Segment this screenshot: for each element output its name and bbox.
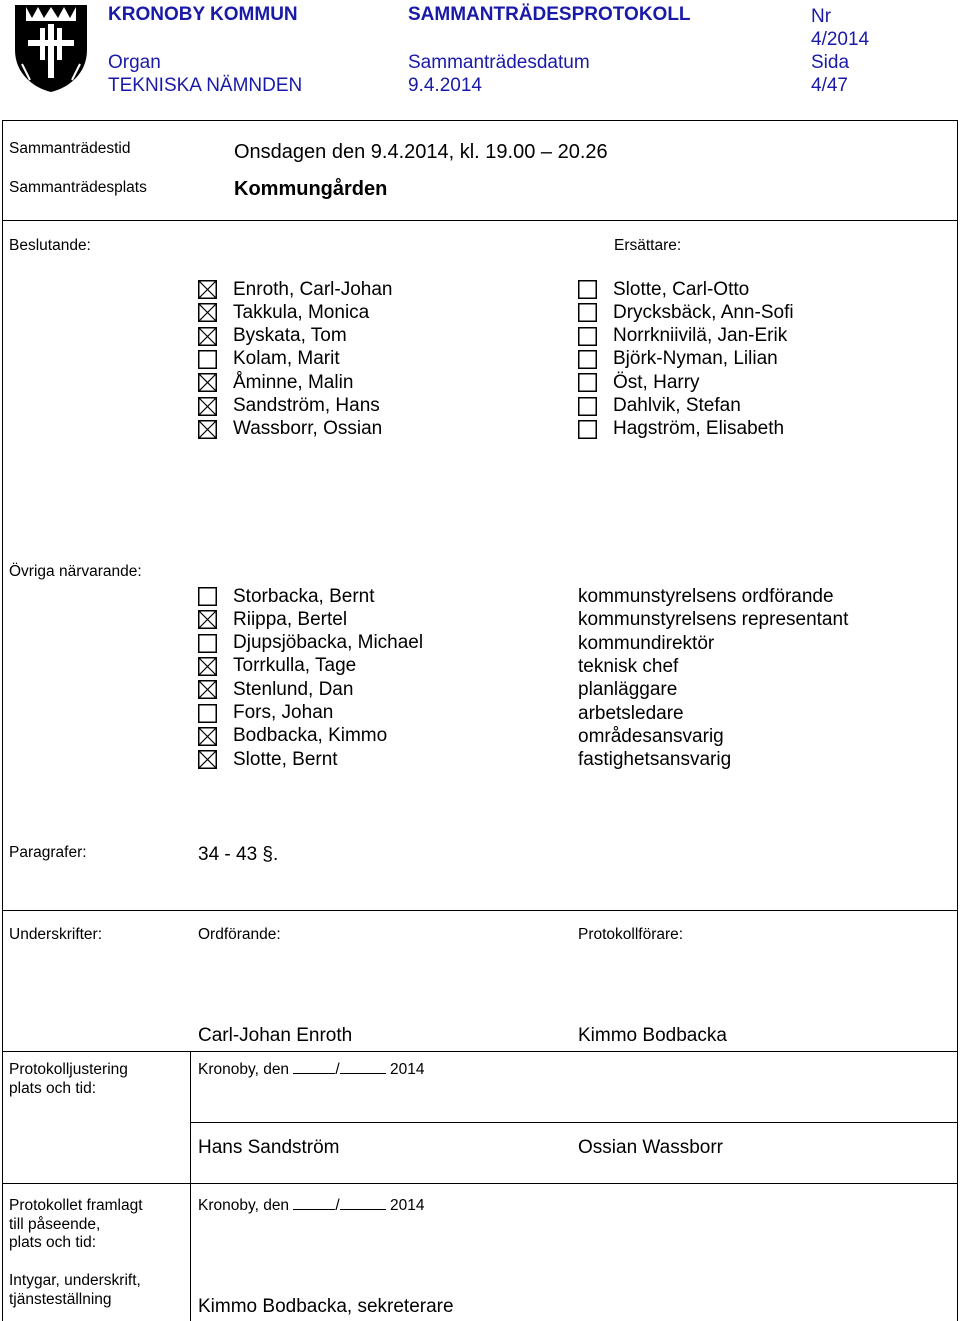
meeting-time-label: Sammanträdestid bbox=[9, 140, 131, 157]
certification-label-line2: tjänsteställning bbox=[9, 1291, 112, 1308]
posting-label-line2: till påseende, bbox=[9, 1216, 101, 1233]
checked-box-icon[interactable] bbox=[198, 610, 217, 629]
checked-box-icon[interactable] bbox=[198, 727, 217, 746]
meeting-place-value: Kommungården bbox=[234, 178, 388, 200]
attendee-row bbox=[198, 655, 356, 678]
adjustment-label-line1: Protokolljustering bbox=[9, 1061, 128, 1078]
unchecked-box-icon[interactable] bbox=[198, 634, 217, 653]
secretary-name: Kimmo Bodbacka bbox=[578, 1025, 727, 1046]
attendee-row bbox=[198, 725, 387, 748]
adjustment-place bbox=[198, 1060, 424, 1079]
substitute-row bbox=[578, 325, 787, 348]
divider-signature-col bbox=[190, 1051, 191, 1321]
frame-right bbox=[957, 120, 958, 1321]
chair-label: Ordförande: bbox=[198, 926, 281, 943]
posting-place-prefix: Kronoby, den bbox=[198, 1197, 290, 1214]
attendee-row-name: Slotte, Bernt bbox=[233, 748, 338, 770]
member-row bbox=[198, 301, 369, 324]
posting-label-line1: Protokollet framlagt bbox=[9, 1197, 143, 1214]
document-type: SAMMANTRÄDESPROTOKOLL bbox=[408, 4, 691, 25]
attendee-role: kommundirektör bbox=[578, 632, 715, 654]
substitute-row-name: Norrkniivilä, Jan-Erik bbox=[613, 325, 788, 347]
adjustment-slash: / bbox=[335, 1061, 340, 1078]
posting-year: 2014 bbox=[390, 1197, 425, 1214]
page-label: Sida bbox=[811, 52, 850, 73]
nr-label: Nr bbox=[811, 6, 832, 27]
attendee-row bbox=[198, 632, 423, 655]
substitute-row-name: Hagström, Elisabeth bbox=[613, 418, 785, 440]
adjuster-2-name: Ossian Wassborr bbox=[578, 1137, 723, 1158]
nr-value: 4/2014 bbox=[811, 29, 870, 50]
page-value: 4/47 bbox=[811, 75, 848, 96]
coat-of-arms-logo bbox=[12, 2, 90, 94]
meeting-time-value: Onsdagen den 9.4.2014, kl. 19.00 – 20.26 bbox=[234, 141, 608, 163]
member-row bbox=[198, 418, 382, 441]
checked-box-icon[interactable] bbox=[198, 303, 217, 322]
attendee-row-name: Bodbacka, Kimmo bbox=[233, 725, 388, 747]
unchecked-box-icon[interactable] bbox=[578, 420, 597, 439]
adjustment-place-prefix: Kronoby, den bbox=[198, 1061, 290, 1078]
secretary-label: Protokollförare: bbox=[578, 926, 684, 943]
substitute-row bbox=[578, 371, 700, 394]
posting-day-blank bbox=[293, 1196, 335, 1210]
certification-label-line1: Intygar, underskrift, bbox=[9, 1272, 141, 1289]
attendee-row bbox=[198, 585, 375, 608]
attendee-role: fastighetsansvarig bbox=[578, 749, 732, 771]
substitute-row bbox=[578, 418, 784, 441]
paragraphs-value: 34 - 43 §. bbox=[198, 844, 279, 865]
member-row-name: Sandström, Hans bbox=[233, 395, 380, 416]
unchecked-box-icon[interactable] bbox=[578, 327, 597, 346]
substitutes-label: Ersättare: bbox=[614, 237, 682, 254]
attendee-role: kommunstyrelsens representant bbox=[578, 609, 849, 631]
substitute-row bbox=[578, 278, 749, 301]
unchecked-box-icon[interactable] bbox=[198, 587, 217, 606]
organ-label: Organ bbox=[108, 52, 161, 73]
checked-box-icon[interactable] bbox=[198, 397, 217, 416]
substitute-row-name: Björk-Nyman, Lilian bbox=[613, 348, 778, 370]
attendee-row-name: Riippa, Bertel bbox=[233, 608, 348, 630]
divider-paragraphs bbox=[2, 910, 958, 911]
unchecked-box-icon[interactable] bbox=[578, 373, 597, 392]
attendee-row bbox=[198, 608, 347, 631]
divider-meeting bbox=[2, 220, 958, 221]
substitute-row bbox=[578, 301, 794, 324]
substitute-row-name: Drycksbäck, Ann-Sofi bbox=[613, 301, 794, 323]
checked-box-icon[interactable] bbox=[198, 420, 217, 439]
date-value: 9.4.2014 bbox=[408, 75, 482, 96]
checked-box-icon[interactable] bbox=[198, 750, 217, 769]
checked-box-icon[interactable] bbox=[198, 680, 217, 699]
checked-box-icon[interactable] bbox=[198, 657, 217, 676]
substitute-row-name: Dahlvik, Stefan bbox=[613, 395, 741, 416]
certification-value: Kimmo Bodbacka, sekreterare bbox=[198, 1296, 454, 1317]
attendee-row-name: Storbacka, Bernt bbox=[233, 585, 375, 607]
unchecked-box-icon[interactable] bbox=[578, 303, 597, 322]
posting-label-line3: plats och tid: bbox=[9, 1234, 97, 1251]
substitute-row-name: Öst, Harry bbox=[613, 371, 700, 393]
member-row bbox=[198, 348, 340, 371]
signatures-label: Underskrifter: bbox=[9, 926, 103, 943]
attendee-role: planläggare bbox=[578, 679, 678, 701]
chair-name: Carl-Johan Enroth bbox=[198, 1025, 353, 1046]
others-label: Övriga närvarande: bbox=[9, 563, 142, 580]
member-row-name: Takkula, Monica bbox=[233, 301, 370, 323]
member-row-name: Åminne, Malin bbox=[233, 371, 354, 393]
checked-box-icon[interactable] bbox=[198, 327, 217, 346]
unchecked-box-icon[interactable] bbox=[578, 397, 597, 416]
posting-place bbox=[198, 1196, 424, 1215]
attendee-row bbox=[198, 702, 333, 725]
divider-signatures bbox=[2, 1051, 958, 1052]
member-row-name: Kolam, Marit bbox=[233, 348, 340, 370]
member-row-name: Wassborr, Ossian bbox=[233, 418, 383, 440]
adjustment-month-blank bbox=[340, 1060, 386, 1074]
member-row bbox=[198, 371, 353, 394]
attendee-role: områdesansvarig bbox=[578, 725, 724, 747]
member-row bbox=[198, 395, 380, 418]
attendee-role: kommunstyrelsens ordförande bbox=[578, 586, 834, 607]
unchecked-box-icon[interactable] bbox=[198, 704, 217, 723]
checked-box-icon[interactable] bbox=[198, 280, 217, 299]
member-row bbox=[198, 278, 392, 301]
adjustment-label-line2: plats och tid: bbox=[9, 1080, 97, 1097]
posting-slash: / bbox=[335, 1197, 340, 1214]
meeting-place-label: Sammanträdesplats bbox=[9, 179, 147, 196]
adjustment-year: 2014 bbox=[390, 1061, 425, 1078]
divider-adjusters bbox=[190, 1122, 958, 1123]
member-row-name: Byskata, Tom bbox=[233, 325, 347, 347]
substitute-row bbox=[578, 348, 778, 371]
unchecked-box-icon[interactable] bbox=[578, 280, 597, 299]
member-row bbox=[198, 325, 347, 348]
adjustment-day-blank bbox=[293, 1060, 335, 1074]
attendee-row-name: Djupsjöbacka, Michael bbox=[233, 632, 424, 654]
paragraphs-label: Paragrafer: bbox=[9, 844, 87, 861]
date-label: Sammanträdesdatum bbox=[408, 52, 590, 73]
organ-value: TEKNISKA NÄMNDEN bbox=[108, 75, 303, 96]
unchecked-box-icon[interactable] bbox=[578, 350, 597, 369]
adjuster-1-name: Hans Sandström bbox=[198, 1137, 340, 1158]
attendee-role: teknisk chef bbox=[578, 655, 679, 677]
posting-month-blank bbox=[340, 1196, 386, 1210]
attendee-row bbox=[198, 748, 338, 771]
attendee-role: arbetsledare bbox=[578, 702, 684, 724]
unchecked-box-icon[interactable] bbox=[198, 350, 217, 369]
attendee-row bbox=[198, 678, 353, 701]
member-row-name: Enroth, Carl-Johan bbox=[233, 278, 393, 300]
attendee-row-name: Torrkulla, Tage bbox=[233, 655, 357, 677]
divider-posting bbox=[2, 1183, 958, 1184]
municipality-name: KRONOBY KOMMUN bbox=[108, 4, 298, 25]
frame-left bbox=[2, 120, 3, 1321]
deciding-label: Beslutande: bbox=[9, 237, 91, 254]
substitute-row-name: Slotte, Carl-Otto bbox=[613, 278, 750, 300]
divider-top bbox=[2, 120, 958, 121]
substitute-row bbox=[578, 395, 741, 418]
attendee-row-name: Stenlund, Dan bbox=[233, 678, 354, 700]
checked-box-icon[interactable] bbox=[198, 373, 217, 392]
attendee-row-name: Fors, Johan bbox=[233, 702, 334, 723]
